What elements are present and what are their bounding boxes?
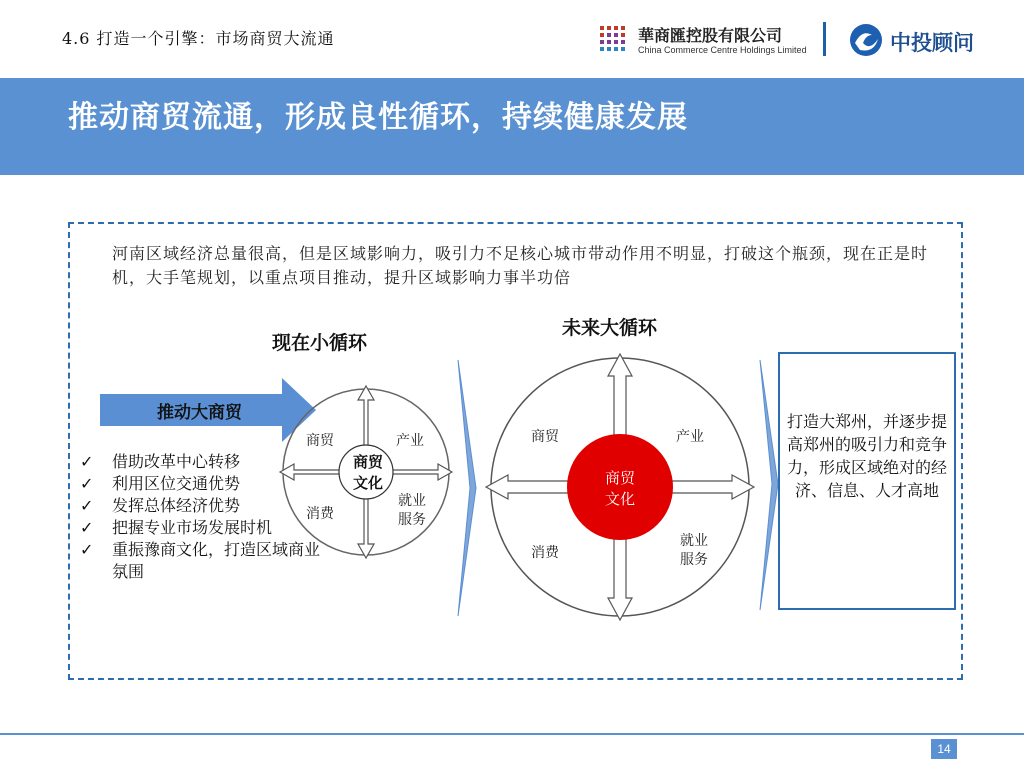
chevron-arrow-1 [458,360,476,616]
check-icon: ✓ [80,474,94,493]
small-label-industry: 产业 [396,433,424,449]
list-item: ✓ 借助改革中心转移 [80,452,241,471]
list-item: ✓ 把握专业市场发展时机 [80,518,273,537]
intro-text: 河南区域经济总量很高，但是区域影响力，吸引力不足核心城市带动作用不明显，打破这个瓶颈，现在正是时机，大手笔规划，以重点项目推动，提升区域影响力事半功倍 [112,244,929,287]
checklist [80,451,320,583]
check-icon: ✓ [80,540,94,559]
list-item: ✓ 重振豫商文化，打造区域商业氛围 [80,540,321,581]
big-label-trade: 商贸 [531,429,559,445]
big-label-industry: 产业 [676,429,704,445]
list-item: ✓ 利用区位交通优势 [80,474,241,493]
big-core-label: 商贸 文化 [604,469,635,508]
check-icon: ✓ [80,452,94,471]
section-title: 4.6 打造一个引擎：市场商贸大流通 [62,29,335,48]
check-icon: ✓ [80,518,94,537]
small-label-consumption: 消费 [306,506,334,522]
big-label-consumption: 消费 [531,545,559,561]
small-label-employment: 就业 服务 [398,493,426,528]
company-name-cn: 華商匯控股有限公司 [638,26,783,45]
page-number: 14 [931,739,957,759]
now-cycle-title: 现在小循环 [272,332,368,354]
result-text: 打造大郑州，并逐步提高郑州的吸引力和竞争力，形成区域绝对的经济、信息、人才高地 [786,412,947,500]
footer-line [0,733,1024,735]
slide-title: 推动商贸流通，形成良性循环，持续健康发展 [68,100,688,135]
consultancy-name: 中投顾问 [890,31,974,55]
big-label-employment: 就业 服务 [680,533,708,568]
small-label-trade: 商贸 [306,433,334,449]
small-core-label: 商贸 文化 [352,453,383,492]
list-item: ✓ 发挥总体经济优势 [80,496,241,515]
company-name-en: China Commerce Centre Holdings Limited [638,45,807,55]
check-icon: ✓ [80,496,94,515]
chevron-arrow-2 [760,360,778,610]
future-cycle-title: 未来大循环 [562,317,658,339]
push-label: 推动大商贸 [157,403,242,423]
